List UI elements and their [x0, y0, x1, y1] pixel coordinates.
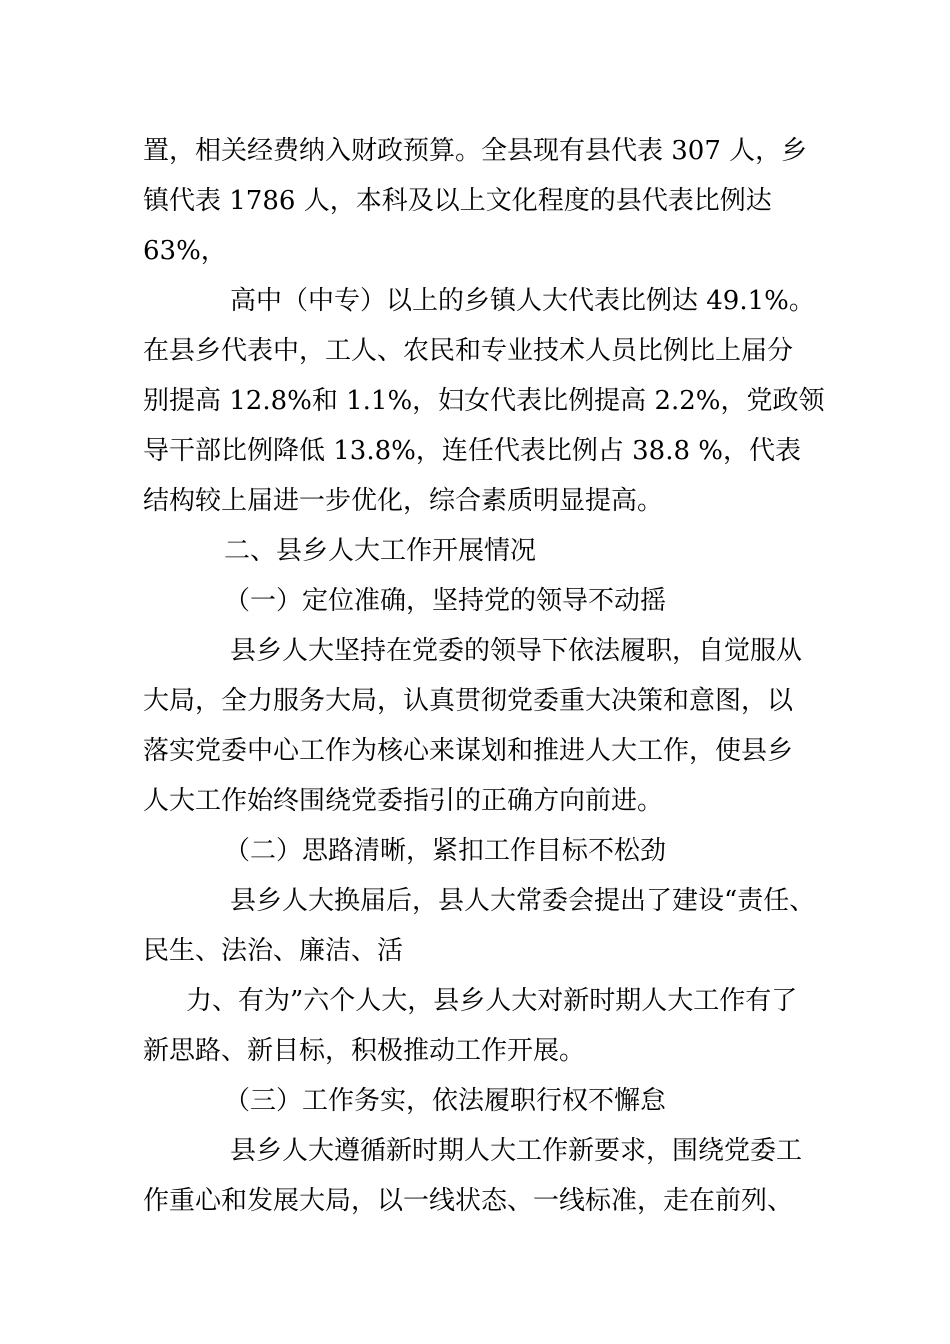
paragraph-line: 在县乡代表中，工人、农民和专业技术人员比例比上届分 [143, 336, 794, 366]
subsection-heading: （三）工作务实，依法履职行权不懈怠 [224, 1086, 667, 1116]
paragraph-line: 作重心和发展大局，以一线状态、一线标准，走在前列、 [143, 1186, 794, 1216]
paragraph-line: 新思路、新目标，积极推动工作开展。 [143, 1036, 586, 1066]
paragraph-line: 落实党委中心工作为核心来谋划和推进人大工作，使县乡 [143, 736, 794, 766]
paragraph-line: 县乡人大遵循新时期人大工作新要求，围绕党委工 [230, 1136, 803, 1166]
paragraph-line: 县乡人大换届后，县人大常委会提出了建设“责任、 [230, 886, 816, 916]
paragraph-line: 结构较上届进一步优化，综合素质明显提高。 [143, 486, 664, 516]
paragraph-line: 大局，全力服务大局，认真贯彻党委重大决策和意图，以 [143, 686, 794, 716]
paragraph-line: 高中（中专）以上的乡镇人大代表比例达 49.1%。 [230, 286, 815, 316]
paragraph-line: 县乡人大坚持在党委的领导下依法履职，自觉服从 [230, 636, 803, 666]
paragraph-line: 置，相关经费纳入财政预算。全县现有县代表 307 人，乡 [143, 136, 808, 166]
paragraph-line: 力、有为”六个人大，县乡人大对新时期人大工作有了 [186, 986, 798, 1016]
paragraph-line: 63%， [143, 236, 227, 266]
paragraph-line: 民生、法治、廉洁、活 [143, 936, 404, 966]
paragraph-line: 别提高 12.8%和 1.1%，妇女代表比例提高 2.2%，党政领 [143, 386, 825, 416]
paragraph-line: 导干部比例降低 13.8%，连任代表比例占 38.8 %，代表 [143, 436, 801, 466]
paragraph-line: 镇代表 1786 人，本科及以上文化程度的县代表比例达 [143, 186, 772, 216]
paragraph-line: 人大工作始终围绕党委指引的正确方向前进。 [143, 786, 664, 816]
subsection-heading: （一）定位准确，坚持党的领导不动摇 [224, 586, 667, 616]
section-heading: 二、县乡人大工作开展情况 [224, 536, 537, 566]
subsection-heading: （二）思路清晰，紧扣工作目标不松劲 [224, 836, 667, 866]
